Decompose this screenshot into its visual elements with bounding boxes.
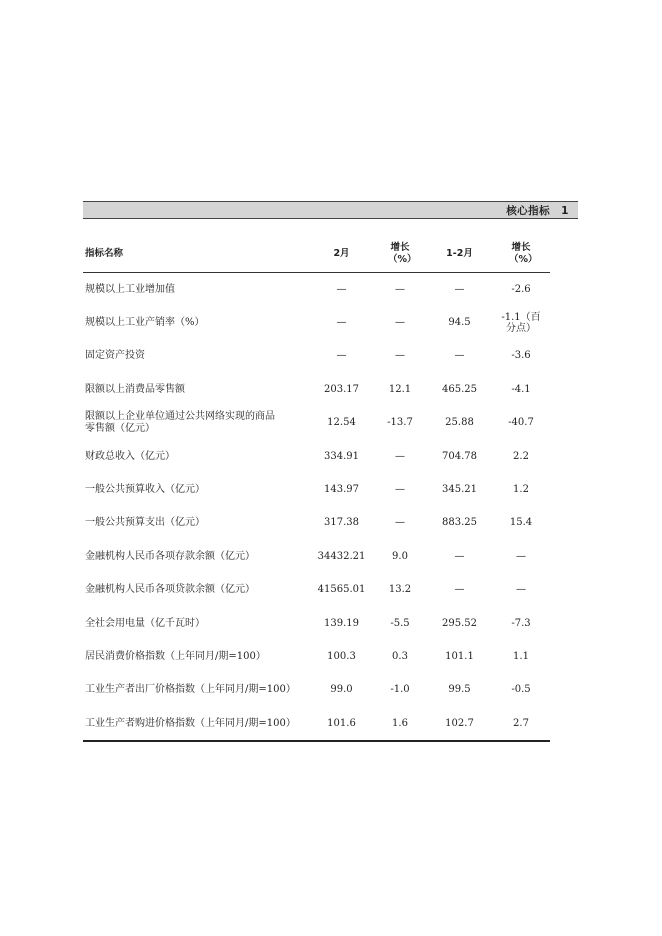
cell-name: 规模以上工业增加值 [85,283,175,295]
table-row [83,707,550,741]
cell-feb: 100.3 [327,650,356,662]
cell-feb: 203.17 [324,383,359,395]
table-row [83,273,550,307]
cell-growth-feb: — [395,283,405,295]
header-feb: 2月 [310,236,373,273]
cell-name: 规模以上工业产销率（%） [85,317,205,329]
table-row [83,607,550,640]
cell-jan-feb: — [454,283,465,295]
cell-growth-jan-feb: 1.1 [513,650,529,662]
cell-growth-feb: 9.0 [392,550,408,562]
cell-growth-jan-feb: 2.2 [513,450,529,462]
cell-growth-jan-feb: -40.7 [508,417,534,429]
header-jan-feb: 1-2月 [427,236,492,273]
cell-feb: — [336,350,347,362]
cell-feb: 12.54 [327,417,356,429]
cell-name: 工业生产者出厂价格指数（上年同月/期=100） [85,684,296,696]
table-row [83,540,550,573]
table-row [83,640,550,673]
cell-growth-feb: — [395,350,405,362]
table-row [83,674,550,707]
cell-growth-feb: — [395,317,405,329]
core-indicators-table [83,236,550,742]
cell-feb: 41565.01 [317,584,366,596]
cell-growth-feb: — [395,450,405,462]
cell-name: 居民消费价格指数（上年同月/期=100） [85,650,266,662]
cell-name-text: 限额以上企业单位通过公共网络实现的商品零售额（亿元） [85,411,275,435]
cell-name: 财政总收入（亿元） [85,450,175,462]
cell-feb: — [336,317,347,329]
table-row [83,340,550,373]
table-title: 核心指标 1 [506,204,569,217]
header-row [83,236,550,273]
cell-growth-jan-feb: -4.1 [511,383,531,395]
cell-name: 金融机构人民币各项贷款余额（亿元） [85,584,255,596]
cell-growth-feb: -1.0 [390,684,410,696]
cell-jan-feb: — [454,550,465,562]
cell-jan-feb: 295.52 [442,617,477,629]
cell-feb: 143.97 [324,484,359,496]
cell-feb: 334.91 [324,450,359,462]
cell-growth-jan-feb: -7.3 [511,617,531,629]
cell-growth-jan-feb: 1.2 [513,484,529,496]
cell-feb: 139.19 [324,617,359,629]
table-row [83,373,550,406]
cell-name: 一般公共预算收入（亿元） [85,484,205,496]
cell-growth-feb: 13.2 [388,584,412,596]
table-title-bar [83,201,578,219]
table-body [83,273,550,742]
cell-jan-feb: 345.21 [442,484,477,496]
cell-growth-feb: -13.7 [387,417,413,429]
cell-growth-note: -1.1（百分点） [501,311,541,334]
cell-jan-feb: 94.5 [448,317,471,329]
cell-jan-feb: 704.78 [442,450,477,462]
cell-name: 一般公共预算支出（亿元） [85,517,205,529]
cell-growth-feb: 1.6 [373,707,427,741]
header-growth-feb-text: 增长（%） [388,242,417,265]
cell-jan-feb: 102.7 [427,707,492,741]
cell-growth-feb: — [395,484,405,496]
cell-feb: 317.38 [324,517,359,529]
table-row [83,306,550,339]
cell-jan-feb: 25.88 [445,417,474,429]
cell-name [83,407,310,440]
cell-jan-feb: 99.5 [448,684,471,696]
cell-growth-feb: 12.1 [388,383,412,395]
cell-feb: — [336,283,347,295]
cell-name: 固定资产投资 [85,350,145,362]
table-row [83,507,550,540]
table-row [83,574,550,607]
cell-growth-feb: -5.5 [390,617,410,629]
cell-growth-jan-feb: — [516,550,526,562]
cell-name: 限额以上消费品零售额 [85,383,185,395]
cell-growth-feb: — [395,517,405,529]
cell-jan-feb: — [454,350,465,362]
cell-jan-feb: 883.25 [442,517,477,529]
cell-growth-jan-feb: 2.7 [492,707,550,741]
table-row [83,440,550,473]
cell-growth-jan-feb: 15.4 [509,517,533,529]
header-growth-feb [373,236,427,273]
cell-jan-feb: 101.1 [445,650,474,662]
cell-jan-feb: 465.25 [442,383,477,395]
cell-growth-jan-feb: -3.6 [511,350,531,362]
cell-name: 金融机构人民币各项存款余额（亿元） [85,550,255,562]
header-growth-jan-feb [492,236,550,273]
cell-growth-jan-feb: -2.6 [511,283,531,295]
cell-growth-jan-feb: — [516,584,526,596]
cell-name: 工业生产者购进价格指数（上年同月/期=100） [83,707,310,741]
cell-growth-jan-feb: -0.5 [511,684,531,696]
cell-name: 全社会用电量（亿千瓦时） [85,617,205,629]
cell-jan-feb: — [454,584,465,596]
cell-feb: 34432.21 [317,550,366,562]
cell-growth-jan-feb [492,306,550,339]
header-growth-jan-feb-text: 增长（%） [509,242,538,265]
table-row [83,473,550,506]
header-name: 指标名称 [83,236,310,273]
cell-feb: 101.6 [310,707,373,741]
cell-feb: 99.0 [330,684,353,696]
table-row [83,407,550,440]
cell-growth-feb: 0.3 [392,650,408,662]
